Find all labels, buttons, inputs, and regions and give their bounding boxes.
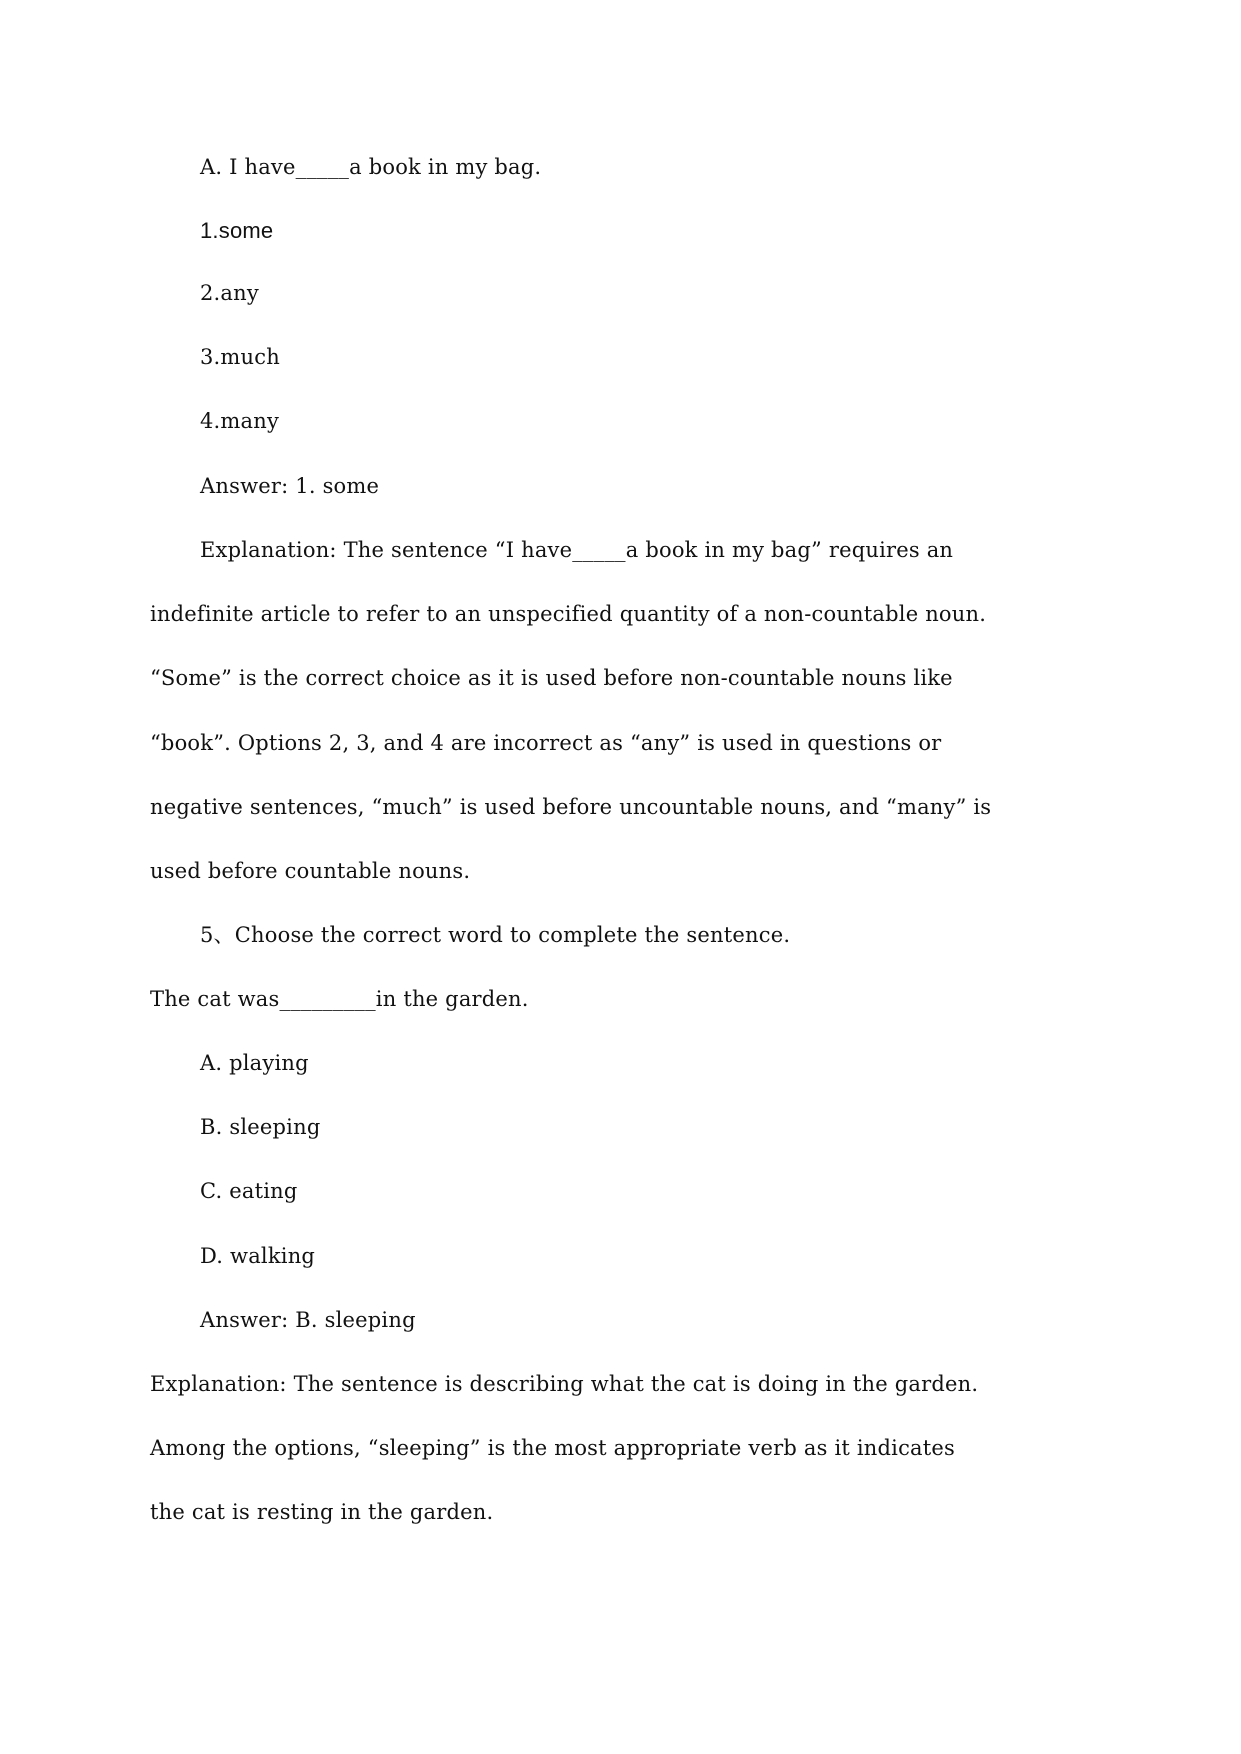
q5-explanation-line: Explanation: The sentence is describing what the cat is doing in the garden. <box>150 1372 979 1396</box>
q4-explanation-line: “book”. Options 2, 3, and 4 are incorrect as “any” is used in questions or <box>150 731 942 755</box>
q5-option-b: B. sleeping <box>200 1115 321 1139</box>
q4-explanation-line: used before countable nouns. <box>150 859 471 883</box>
q5-explanation-line: the cat is resting in the garden. <box>150 1500 494 1524</box>
q5-stem: The cat was_________in the garden. <box>150 987 529 1011</box>
q5-option-c: C. eating <box>200 1179 298 1203</box>
q4-stem: A. I have_____a book in my bag. <box>200 155 542 179</box>
q4-explanation-line: “Some” is the correct choice as it is used before non-countable nouns like <box>150 666 953 690</box>
q5-explanation-line: Among the options, “sleeping” is the most appropriate verb as it indicates <box>150 1436 955 1460</box>
q4-explanation-line: negative sentences, “much” is used before uncountable nouns, and “many” is <box>150 795 992 819</box>
q5-heading: 5、Choose the correct word to complete the sentence. <box>200 923 791 947</box>
q4-option-4: 4.many <box>200 409 280 433</box>
q5-option-d: D. walking <box>200 1244 316 1268</box>
q4-option-2: 2.any <box>200 281 259 305</box>
q5-option-a: A. playing <box>200 1051 309 1075</box>
q4-explanation-line: Explanation: The sentence “I have_____a book in my bag” requires an <box>200 538 954 562</box>
q4-option-3: 3.much <box>200 345 280 369</box>
q4-answer: Answer: 1. some <box>200 474 380 498</box>
q5-answer: Answer: B. sleeping <box>200 1308 416 1332</box>
q4-option-1: 1.some <box>200 218 274 243</box>
q4-explanation-line: indefinite article to refer to an unspecified quantity of a non-countable noun. <box>150 602 987 626</box>
